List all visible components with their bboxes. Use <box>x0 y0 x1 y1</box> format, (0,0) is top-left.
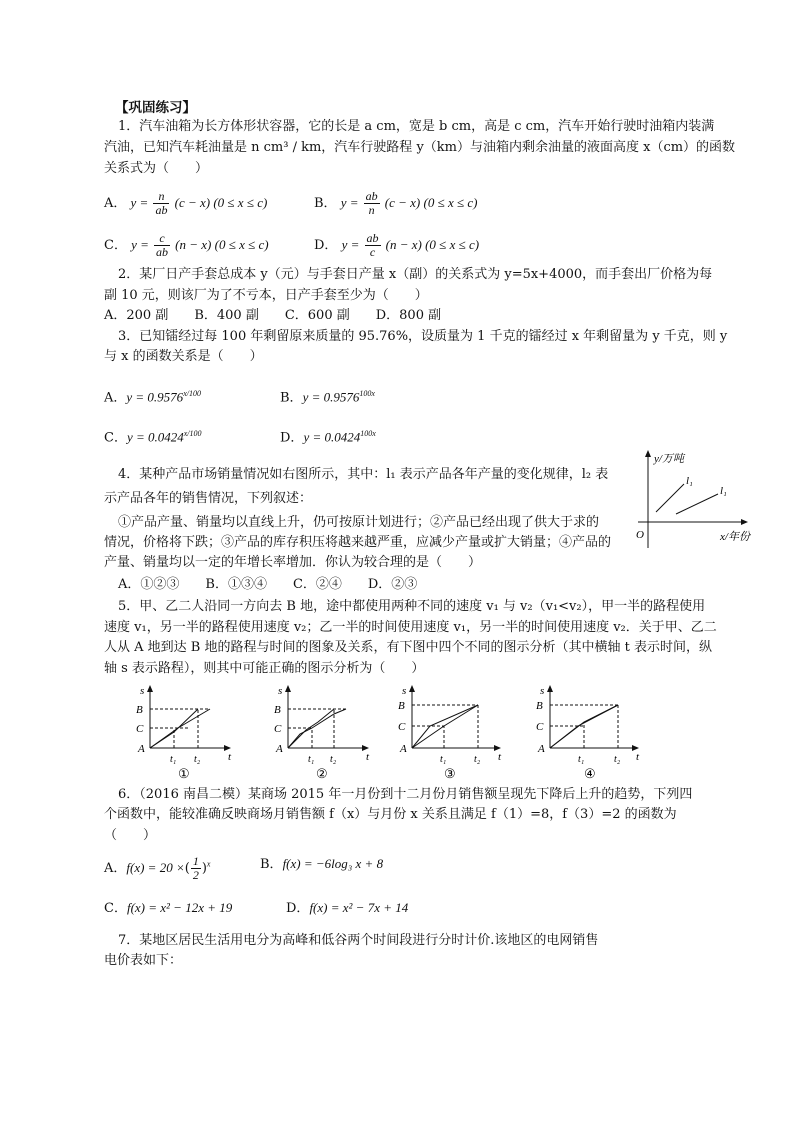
q4-l2-label: l₁ <box>720 485 727 497</box>
svg-text:A: A <box>400 743 407 755</box>
svg-text:t₁: t₁ <box>440 754 447 765</box>
q6-option-b: B．f(x) = −6log₃ x + 8 <box>260 856 384 872</box>
q1-c-fraction: $\frac{c}{ab}$ <box>156 231 169 259</box>
q1-option-c: C． y = $\frac{c}{ab}$ (n − x) (0 ≤ x ≤ c) <box>104 231 269 259</box>
q3-option-c: C．$y = 0.0424^{x/100}$ <box>104 429 202 446</box>
q4-line4: 情况，价格将下跌；③产品的库存积压将越来越严重，应减少产量或扩大销量；④产品的 <box>104 535 612 550</box>
q5-graph-1 <box>128 682 238 782</box>
q3-option-b: B．$y = 0.9576^{100x}$ <box>280 389 375 406</box>
q5-line2: 速度 v₁，另一半的路程使用速度 v₂；乙一半的时间使用速度 v₁，另一半的时间使用速度 v₂．关于甲、乙二 <box>104 620 717 635</box>
q4-line1: 4．某种产品市场销量情况如右图所示，其中：l₁ 表示产品各年产量的变化规律，l₂ 表 <box>118 467 609 482</box>
svg-text:t: t <box>366 751 370 763</box>
svg-text:t: t <box>636 751 640 763</box>
q4-line2: 示产品各年的销售情况，下列叙述： <box>104 491 313 506</box>
svg-text:B: B <box>274 704 281 716</box>
svg-text:t₁: t₁ <box>578 754 585 765</box>
svg-text:A: A <box>538 743 545 755</box>
q5-graph-3 <box>390 682 510 782</box>
q4-y-arrow <box>645 450 651 457</box>
q4-options: A．①②③ B．①③④ C．②④ D．②③ <box>118 577 418 592</box>
svg-text:t₂: t₂ <box>194 754 201 765</box>
svg-text:A: A <box>276 743 283 755</box>
section-title: 【巩固练习】 <box>115 100 196 116</box>
q6-line1: 6．（2016 南昌二模）某商场 2015 年一月份到十二月份月销售额呈现先下降后上升的趋势，下列四 <box>118 787 693 802</box>
q7-line1: 7．某地区居民生活用电分为高峰和低谷两个时间段进行分时计价.该地区的电网销售 <box>118 933 599 948</box>
q1-b-fraction: $\frac{ab}{n}$ <box>365 189 378 217</box>
svg-text:s: s <box>140 685 145 697</box>
svg-text:A: A <box>138 743 145 755</box>
q5-graph-4 <box>528 682 648 782</box>
svg-text:t₁: t₁ <box>170 754 177 765</box>
q4-line-l2 <box>676 494 718 514</box>
q6-line3: （ ） <box>104 828 157 843</box>
q1-option-b: B． y = $\frac{ab}{n}$ (c − x) (0 ≤ x ≤ c) <box>314 189 478 217</box>
q5-caption-3: ③ <box>444 766 456 781</box>
q5-line3: 人从 A 地到达 B 地的路程与时间的图象及关系，有下图中四个不同的图示分析（其中横轴 t 表示时间，纵 <box>104 640 712 655</box>
q6-a-fraction: $\frac{1}{2}$ <box>192 854 199 882</box>
svg-text:C: C <box>398 721 406 733</box>
q3-line2: 与 x 的函数关系是（ ） <box>104 349 263 364</box>
q4-sales-graph <box>620 448 770 554</box>
q4-y-label: y/万吨 <box>654 453 684 465</box>
svg-text:C: C <box>274 723 282 735</box>
q4-x-label: x/年份 <box>720 531 750 543</box>
q3-option-d: D．$y = 0.0424^{100x}$ <box>280 429 376 446</box>
q1-option-d: D． y = $\frac{ab}{c}$ (n − x) (0 ≤ x ≤ c) <box>314 231 480 259</box>
q4-l1-label: l₁ <box>686 475 693 487</box>
q1-option-a: A． y = $\frac{n}{ab}$ (c − x) (0 ≤ x ≤ c) <box>104 189 268 217</box>
q2-line2: 副 10 元，则该厂为了不亏本，日产手套至少为（ ） <box>104 288 428 303</box>
q6-line2: 个函数中，能较准确反映商场月销售额 f（x）与月份 x 关系且满足 f（1）=8，f（3）=2 的函数为 <box>104 807 677 822</box>
q4-x-arrow <box>741 519 748 525</box>
q1-line1: 1．汽车油箱为长方体形状容器，它的长是 a cm，宽是 b cm，高是 c cm，汽车开始行驶时油箱内装满 <box>118 119 715 134</box>
q1-line2: 汽油，已知汽车耗油量是 n cm³ / km，汽车行驶路程 y（km）与油箱内剩余油量的液面高度 x（cm）的函数 <box>104 140 736 155</box>
q6-option-a: A．f(x) = 20 ×( $\frac{1}{2}$ )$^x$ <box>104 854 211 882</box>
svg-text:s: s <box>540 685 545 697</box>
svg-text:t₁: t₁ <box>308 754 315 765</box>
q1-a-fraction: $\frac{n}{ab}$ <box>155 189 168 217</box>
svg-text:t₂: t₂ <box>474 754 481 765</box>
q2-options: A．200 副 B．400 副 C．600 副 D．800 副 <box>104 308 442 323</box>
q2-line1: 2．某厂日产手套总成本 y（元）与手套日产量 x（副）的关系式为 y=5x+4000，而手套出厂价格为每 <box>118 267 713 282</box>
q3-line1: 3．已知镭经过每 100 年剩留原来质量的 95.76%，设质量为 1 千克的镭经过 x 年剩留量为 y 千克，则 y <box>118 329 728 344</box>
svg-text:C: C <box>136 723 144 735</box>
q5-caption-4: ④ <box>584 766 596 781</box>
q6-option-d: D．f(x) = x² − 7x + 14 <box>286 900 409 916</box>
svg-text:B: B <box>398 700 405 712</box>
q7-line2: 电价表如下： <box>104 953 183 968</box>
q5-caption-2: ② <box>316 766 328 781</box>
q1-line3: 关系式为（ ） <box>104 161 209 176</box>
q5-line1: 5．甲、乙二人沿同一方向去 B 地，途中都使用两种不同的速度 v₁ 与 v₂（v₁<v₂），甲一半的路程使用 <box>118 599 706 614</box>
svg-text:s: s <box>402 685 407 697</box>
q4-line5: 产量、销量均以一定的年增长率增加．你认为较合理的是（ ） <box>104 555 482 570</box>
svg-text:t₂: t₂ <box>614 754 621 765</box>
q3-option-a: A．$y = 0.9576^{x/100}$ <box>104 389 201 406</box>
q1-d-fraction: $\frac{ab}{c}$ <box>366 231 379 259</box>
q4-line3: ①产品产量、销量均以直线上升，仍可按原计划进行；②产品已经出现了供大于求的 <box>118 515 600 530</box>
q5-caption-1: ① <box>178 766 190 781</box>
q4-origin-label: O <box>636 529 644 541</box>
q4-line-l1 <box>656 484 684 512</box>
q5-line4: 轴 s 表示路程），则其中可能正确的图示分析为（ ） <box>104 661 425 676</box>
svg-text:t₂: t₂ <box>330 754 337 765</box>
svg-text:B: B <box>536 700 543 712</box>
q6-option-c: C．f(x) = x² − 12x + 19 <box>104 900 233 916</box>
svg-text:t: t <box>498 751 502 763</box>
svg-text:s: s <box>278 685 283 697</box>
q5-graph-2 <box>266 682 376 782</box>
svg-text:t: t <box>228 751 232 763</box>
svg-text:B: B <box>136 704 143 716</box>
svg-text:C: C <box>536 721 544 733</box>
